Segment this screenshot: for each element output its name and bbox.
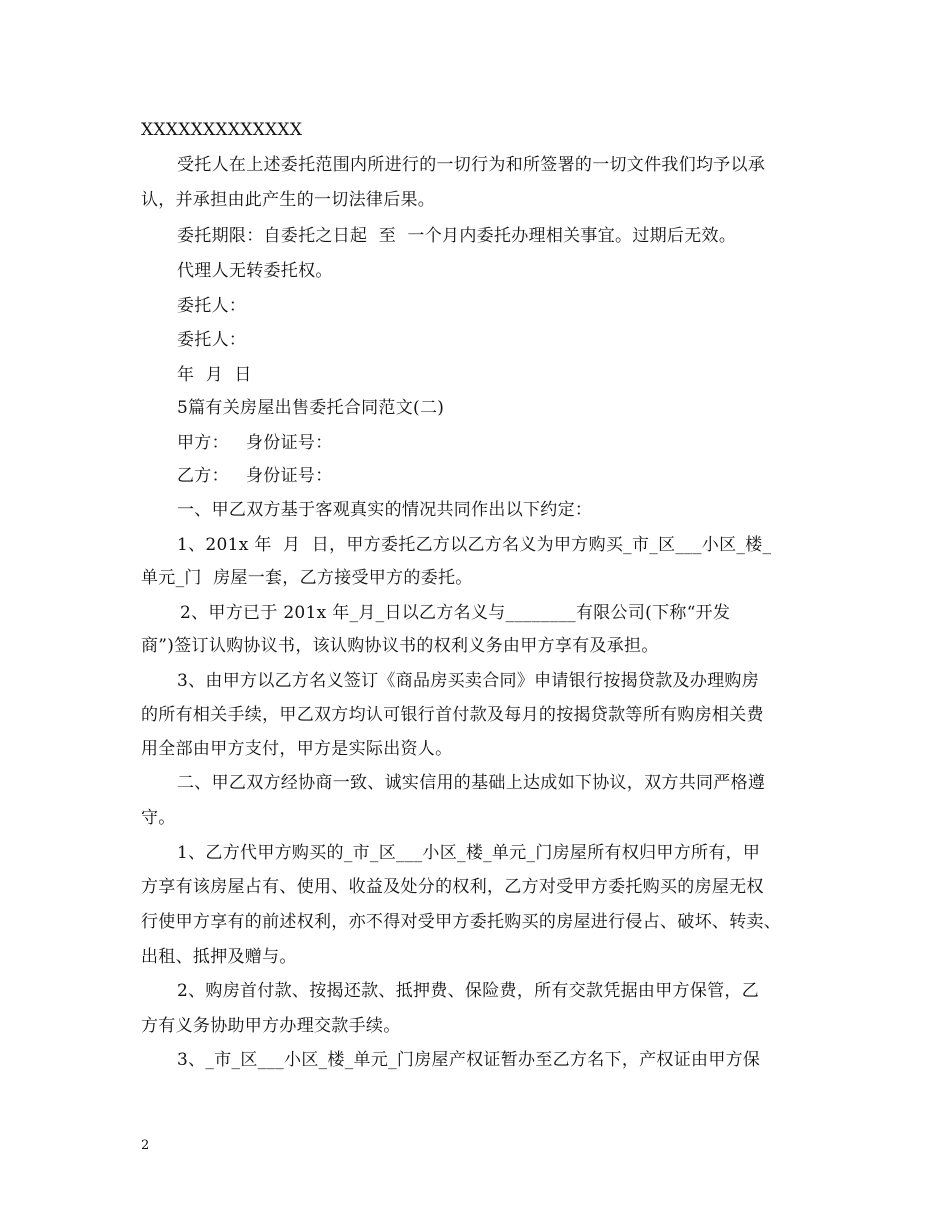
text-line: 年 月 日 bbox=[177, 365, 252, 385]
text-line: XXXXXXXXXXXXX bbox=[141, 120, 303, 140]
section-title: 5篇有关房屋出售委托合同范文(二) bbox=[177, 398, 445, 418]
text-line: 代理人无转委托权。 bbox=[177, 261, 333, 281]
text-line: 认，并承担由此产生的一切法律后果。 bbox=[141, 190, 436, 210]
text-line: 委托人： bbox=[177, 296, 247, 316]
text-line: 委托期限：自委托之日起 至 一个月内委托办理相关事宜。过期后无效。 bbox=[177, 226, 737, 246]
text-line: 委托人： bbox=[177, 330, 247, 350]
text-line: 商”)签订认购协议书，该认购协议书的权利义务由甲方享有及承担。 bbox=[141, 636, 659, 656]
text-line: 乙方： 身份证号： bbox=[177, 466, 333, 486]
text-line: 二、甲乙双方经协商一致、诚实信用的基础上达成如下协议，双方共同严格遵 bbox=[177, 773, 766, 793]
text-line: 1、乙方代甲方购买的_市_区___小区_楼_单元_门房屋所有权归甲方所有，甲 bbox=[177, 843, 761, 863]
text-line: 用全部由甲方支付，甲方是实际出资人。 bbox=[141, 739, 453, 759]
text-line: 方有义务协助甲方办理交款手续。 bbox=[141, 1016, 401, 1036]
text-line: 单元_门 房屋一套，乙方接受甲方的委托。 bbox=[141, 568, 473, 588]
text-line: 2、甲方已于 201x 年_月_日以乙方名义与________有限公司(下称“开发 bbox=[180, 603, 731, 623]
text-line: 守。 bbox=[141, 808, 176, 828]
text-line: 受托人在上述委托范围内所进行的一切行为和所签署的一切文件我们均予以承 bbox=[177, 155, 766, 175]
text-line: 行使甲方享有的前述权利，亦不得对受甲方委托购买的房屋进行侵占、破坏、转卖、 bbox=[141, 912, 782, 932]
text-line: 2、购房首付款、按揭还款、抵押费、保险费，所有交款凭据由甲方保管，乙 bbox=[177, 981, 760, 1001]
text-line: 方享有该房屋占有、使用、收益及处分的权利，乙方对受甲方委托购买的房屋无权 bbox=[141, 877, 764, 897]
text-line: 的所有相关手续，甲乙双方均认可银行首付款及每月的按揭贷款等所有购房相关费 bbox=[141, 705, 764, 725]
text-line: 1、201x 年 月 日，甲方委托乙方以乙方名义为甲方购买_市_区___小区_楼_ bbox=[177, 535, 772, 555]
page-number: 2 bbox=[141, 1138, 150, 1153]
text-line: 甲方： 身份证号： bbox=[177, 433, 333, 453]
text-line: 一、甲乙双方基于客观真实的情况共同作出以下约定： bbox=[177, 500, 593, 520]
text-line: 出租、抵押及赠与。 bbox=[141, 947, 297, 967]
text-line: 3、由甲方以乙方名义签订《商品房买卖合同》申请银行按揭贷款及办理购房 bbox=[177, 671, 760, 691]
text-line: 3、_市_区___小区_楼_单元_门房屋产权证暂办至乙方名下，产权证由甲方保 bbox=[177, 1050, 761, 1070]
